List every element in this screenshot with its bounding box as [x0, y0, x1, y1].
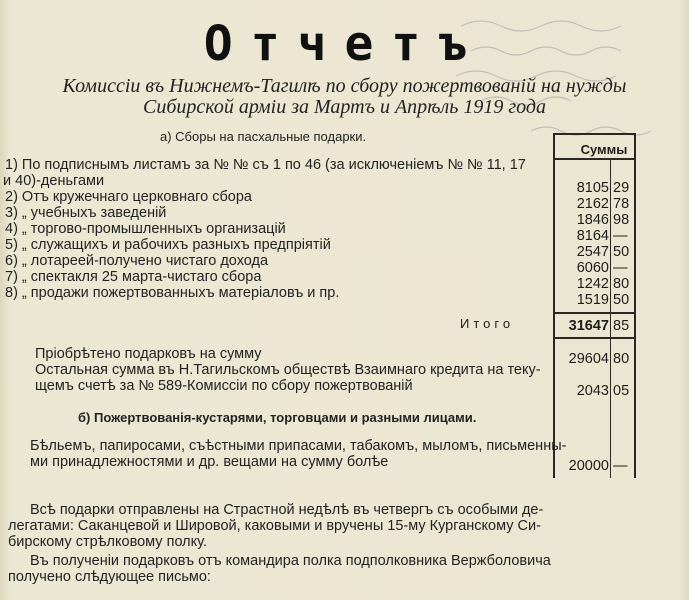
sums-header: Суммы [580, 142, 628, 157]
goods-line-1: Бѣльемъ, папиросами, съѣстными припасами, табакомъ, мыломъ, письменны- [30, 438, 567, 454]
item-line: 7) „ спектакля 25 марта-чистаго сбора [5, 269, 262, 285]
remainder-line-2: щемъ счетѣ за № 589-Комиссіи по сбору пожертвованій [35, 378, 413, 394]
amount-kopeks: 50 [613, 244, 630, 260]
amount-rubles: 6060 [576, 260, 609, 276]
subtitle-line-2: Сибирской арміи за Мартъ и Апрѣль 1919 года [143, 96, 546, 118]
sums-header-top-rule [553, 133, 636, 135]
amount-rubles: 2547 [576, 244, 609, 260]
item-line: и 40)-деньгами [3, 173, 105, 189]
section-a-heading: а) Сборы на пасхальные подарки. [160, 129, 367, 144]
amount-kopeks: — [613, 228, 628, 244]
paragraph-1-line-2: легатами: Саканцевой и Шировой, каковыми и вручены 15-му Курганскому Си- [8, 518, 541, 534]
amount-rubles: 1519 [576, 292, 609, 308]
item-line: 1) По подписнымъ листамъ за № № съ 1 по 46 (за исключеніемъ № № 11, 17 [5, 157, 526, 173]
item-line: 2) Отъ кружечнаго церковнаго сбора [5, 189, 252, 205]
amount-kopeks: 50 [613, 292, 630, 308]
goods-line-2: ми принадлежностями и др. вещами на сумму болѣе [30, 454, 389, 470]
amount-kopeks: 98 [613, 212, 630, 228]
total-bottom-rule [553, 337, 636, 339]
amount-rubles: 8164 [576, 228, 609, 244]
amount-rubles: 8105 [576, 180, 609, 196]
item-line: 4) „ торгово-промышленныхъ организацій [5, 221, 286, 237]
amount-kopeks: — [613, 260, 628, 276]
subtitle-line-1: Комиссіи въ Нижнемъ-Тагилѣ по сбору пожертвованій на нужды [62, 75, 627, 97]
purchased-text: Пріобрѣтено подарковъ на сумму [35, 346, 262, 362]
remainder-rubles: 2043 [576, 383, 609, 399]
total-top-rule [553, 312, 636, 314]
item-line: 8) „ продажи пожертвованныхъ матеріаловъ и пр. [5, 285, 340, 301]
total-kopeks: 85 [613, 318, 630, 334]
paragraph-2-line-2: получено слѣдующее письмо: [8, 569, 211, 585]
document-title: Отчетъ [203, 16, 486, 72]
remainder-line-1: Остальная сумма въ Н.Тагильскомъ обществѣ Взаимнаго кредита на теку- [35, 362, 541, 378]
amount-rubles: 1846 [576, 212, 609, 228]
remainder-kopeks: 05 [613, 383, 630, 399]
sums-column-right-rule [634, 133, 636, 478]
goods-kopeks: — [613, 458, 628, 474]
purchased-rubles: 29604 [568, 351, 609, 367]
amount-rubles: 1242 [576, 276, 609, 292]
sums-header-bottom-rule [553, 158, 636, 160]
amount-kopeks: 80 [613, 276, 630, 292]
paragraph-1-line-1: Всѣ подарки отправлены на Страстной недѣлѣ въ четвергъ съ особыми де- [30, 502, 544, 518]
total-label: Итого [460, 316, 515, 331]
paragraph-1-line-3: бирскому стрѣлковому полку. [8, 534, 207, 550]
total-rubles: 31647 [568, 318, 609, 334]
item-line: 6) „ лотареей-получено чистаго дохода [5, 253, 269, 269]
kopek-divider-rule [610, 160, 611, 478]
goods-rubles: 20000 [568, 458, 609, 474]
amount-rubles: 2162 [576, 196, 609, 212]
amount-kopeks: 29 [613, 180, 630, 196]
amount-kopeks: 78 [613, 196, 630, 212]
purchased-kopeks: 80 [613, 351, 630, 367]
item-line: 5) „ служащихъ и рабочихъ разныхъ предпріятій [5, 237, 331, 253]
section-b-heading: б) Пожертвованія-кустарями, торговцами и разными лицами. [78, 410, 477, 425]
paragraph-2-line-1: Въ полученіи подарковъ отъ командира полка подполковника Вержболовича [30, 553, 551, 569]
item-line: 3) „ учебныхъ заведеній [5, 205, 167, 221]
